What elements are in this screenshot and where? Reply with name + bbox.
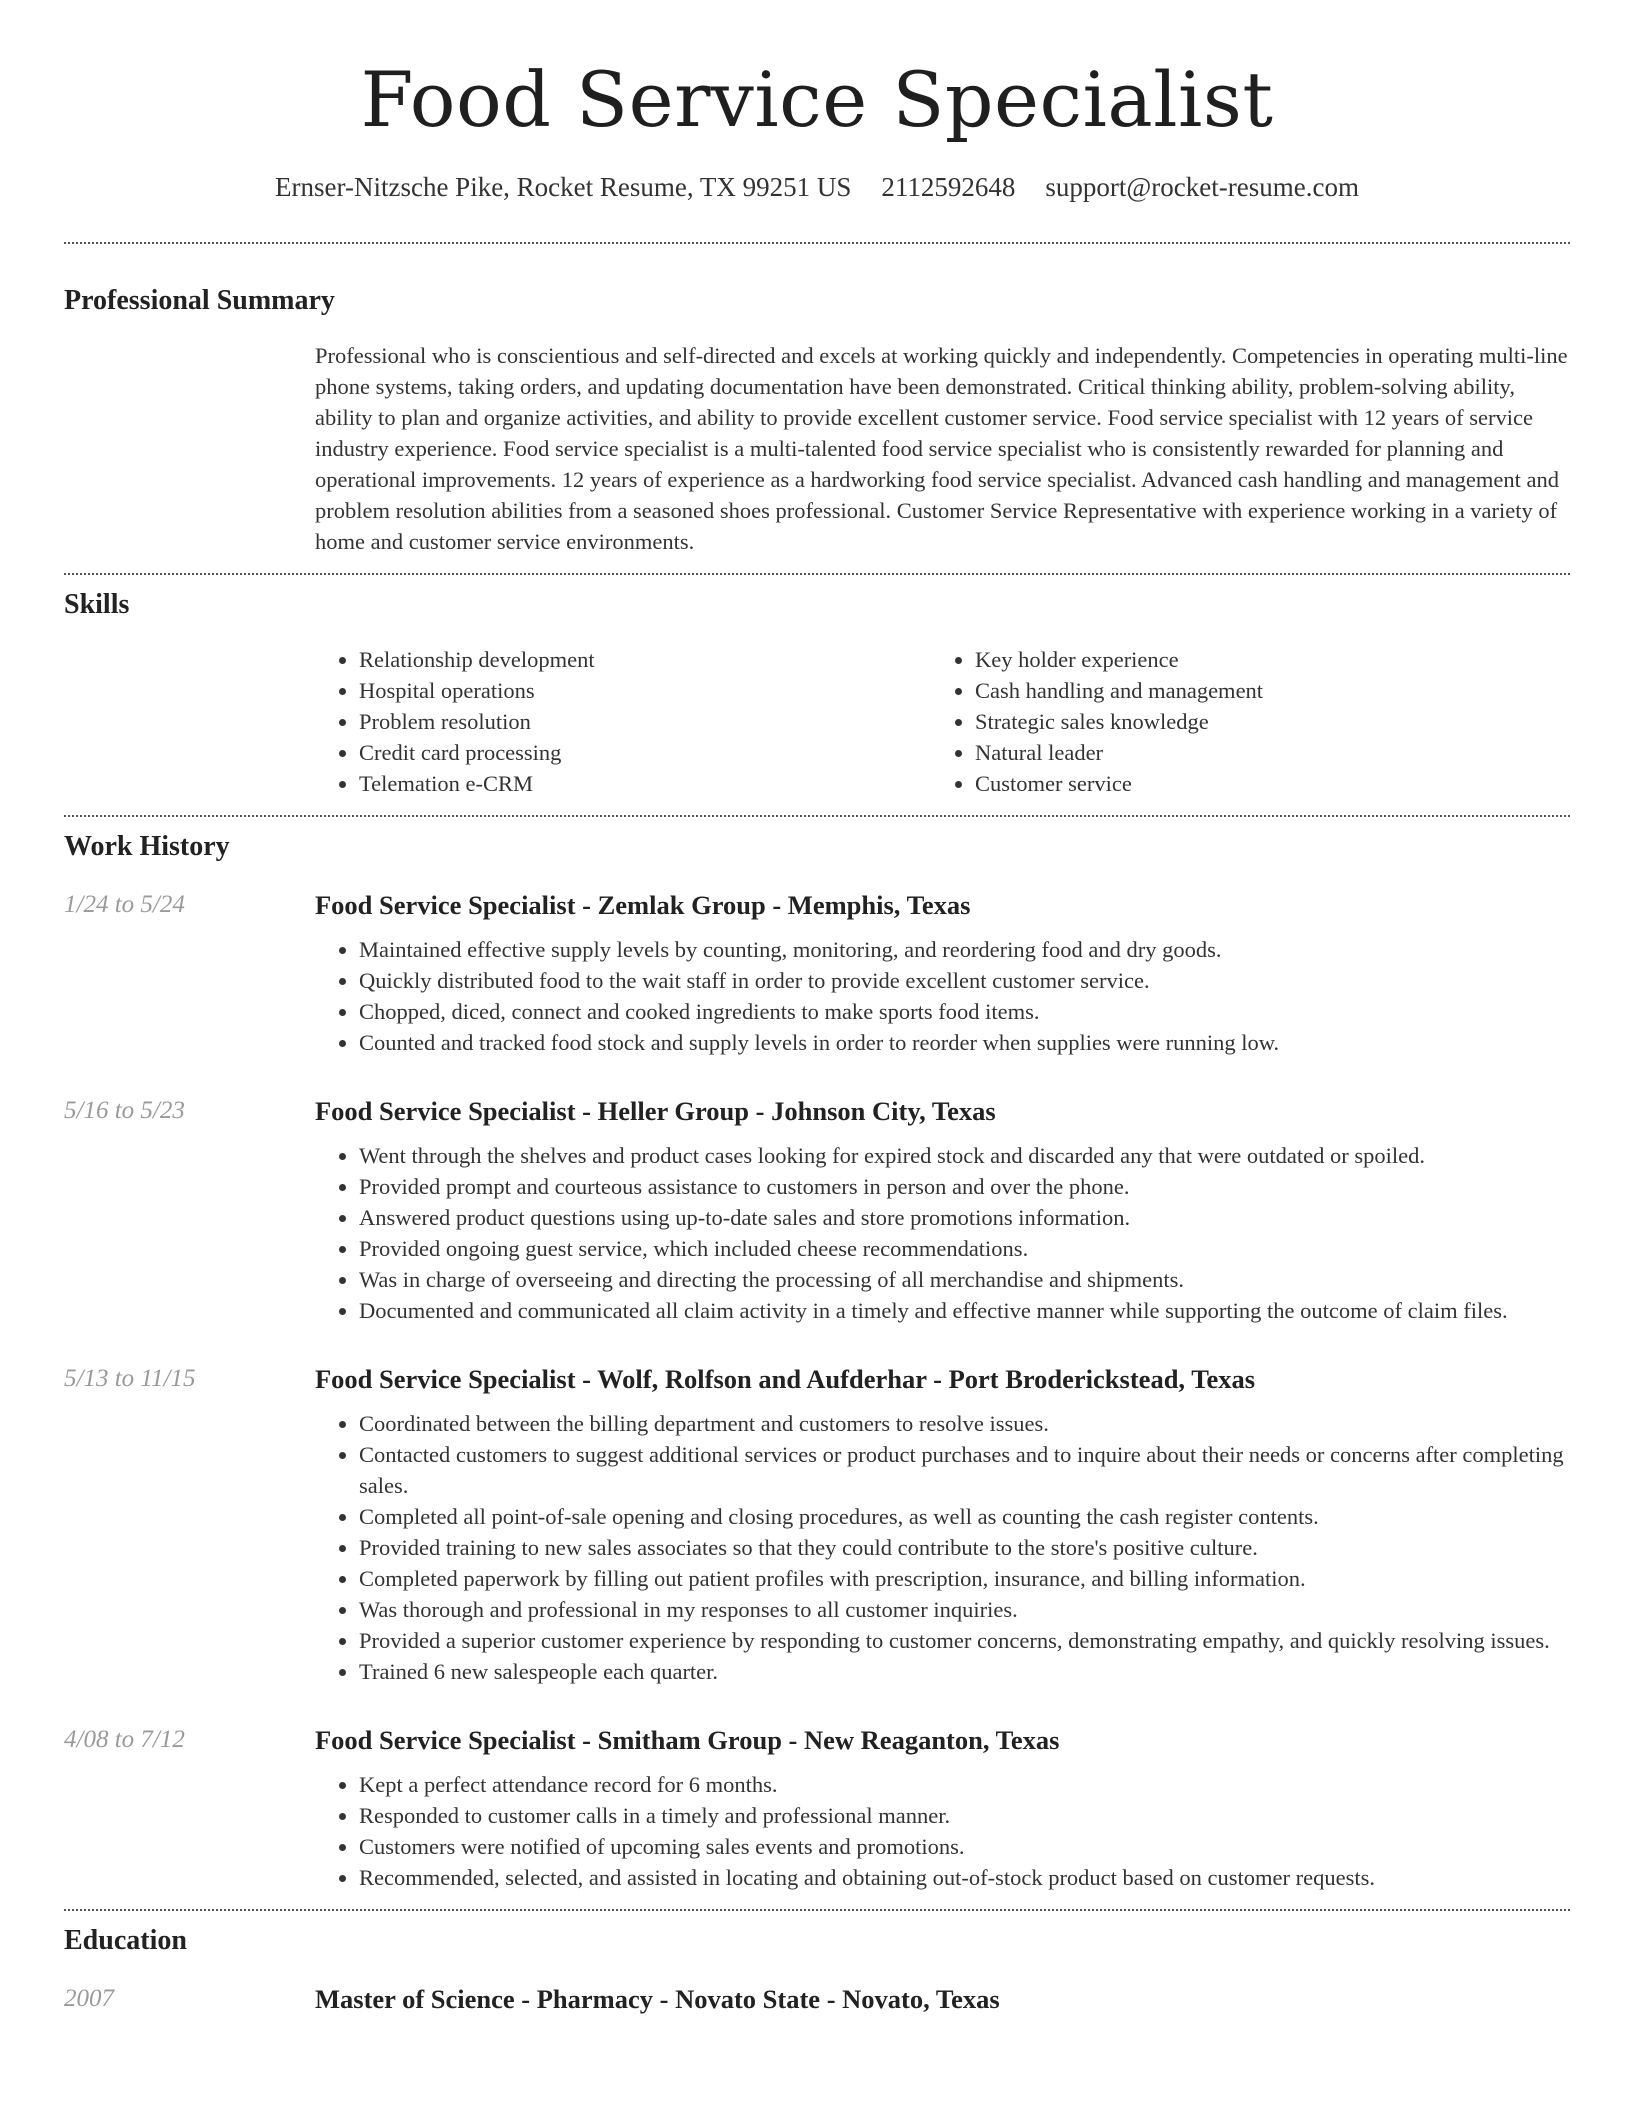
- job-bullet: • Coordinated between the billing department and customers to resolve issues.: [359, 1408, 1570, 1439]
- job-date: 5/13 to 11/15: [64, 1365, 196, 1392]
- skill-item: • Telemation e-CRM: [359, 768, 931, 799]
- job-bullet: • Recommended, selected, and assisted in locating and obtaining out-of-stock product based on customer requests.: [359, 1862, 1570, 1893]
- job-bullet: • Customers were notified of upcoming sales events and promotions.: [359, 1831, 1570, 1862]
- education-section: [64, 1924, 1570, 2016]
- job-date: 4/08 to 7/12: [64, 1726, 185, 1753]
- job-bullet: • Quickly distributed food to the wait staff in order to provide excellent customer service.: [359, 965, 1570, 996]
- skill-item: • Relationship development: [359, 644, 931, 675]
- skill-item: • Problem resolution: [359, 706, 931, 737]
- job-entry: [64, 1723, 1570, 1893]
- job-bullet: • Was thorough and professional in my responses to all customer inquiries.: [359, 1594, 1570, 1625]
- job-entry: [64, 1362, 1570, 1687]
- education-entry: [64, 1982, 1570, 2016]
- education-date: 2007: [64, 1985, 114, 2012]
- job-bullet: • Responded to customer calls in a timely and professional manner.: [359, 1800, 1570, 1831]
- job-bullet: • Kept a perfect attendance record for 6 months.: [359, 1769, 1570, 1800]
- job-bullet: • Completed all point-of-sale opening and closing procedures, as well as counting the cash register contents.: [359, 1501, 1570, 1532]
- skill-item: • Natural leader: [975, 737, 1547, 768]
- job-bullet: • Trained 6 new salespeople each quarter.: [359, 1656, 1570, 1687]
- skill-item: • Cash handling and management: [975, 675, 1547, 706]
- job-bullet: • Completed paperwork by filling out patient profiles with prescription, insurance, and billing information.: [359, 1563, 1570, 1594]
- job-entry: [64, 888, 1570, 1058]
- contact-line: [64, 170, 1570, 204]
- job-bullet: • Provided prompt and courteous assistance to customers in person and over the phone.: [359, 1171, 1570, 1202]
- job-bullets: [315, 1408, 1570, 1687]
- job-heading: Food Service Specialist - Wolf, Rolfson and Aufderhar - Port Broderickstead, Texas: [315, 1364, 1256, 1394]
- resume-header: [64, 0, 1570, 204]
- job-bullet: • Provided a superior customer experience by responding to customer concerns, demonstrating empathy, and quickly resolving issues.: [359, 1625, 1570, 1656]
- divider: [64, 815, 1570, 817]
- education-heading: Master of Science - Pharmacy - Novato State - Novato, Texas: [315, 1984, 1000, 2014]
- skills-list: [315, 644, 1570, 799]
- candidate-name: Food Service Specialist: [360, 55, 1274, 144]
- job-bullets: [315, 934, 1570, 1058]
- divider: [64, 242, 1570, 244]
- resume-page: [64, 0, 1570, 2016]
- job-bullets: [315, 1140, 1570, 1326]
- job-bullet: • Provided training to new sales associates so that they could contribute to the store's positive culture.: [359, 1532, 1570, 1563]
- job-date: 1/24 to 5/24: [64, 891, 185, 918]
- job-bullet: • Chopped, diced, connect and cooked ingredients to make sports food items.: [359, 996, 1570, 1027]
- contact-email: support@rocket-resume.com: [1045, 172, 1359, 202]
- divider: [64, 1909, 1570, 1911]
- job-heading: Food Service Specialist - Heller Group - Johnson City, Texas: [315, 1096, 996, 1126]
- section-title-work: Work History: [64, 831, 230, 862]
- skills-section: [64, 588, 1570, 799]
- section-title-summary: Professional Summary: [64, 285, 335, 316]
- job-bullets: [315, 1769, 1570, 1893]
- summary-section: [64, 284, 1570, 557]
- skill-item: • Key holder experience: [975, 644, 1547, 675]
- contact-phone: 2112592648: [881, 172, 1016, 202]
- job-bullet: • Went through the shelves and product cases looking for expired stock and discarded any that were outdated or spoiled.: [359, 1140, 1570, 1171]
- job-heading: Food Service Specialist - Zemlak Group - Memphis, Texas: [315, 890, 971, 920]
- skill-item: • Strategic sales knowledge: [975, 706, 1547, 737]
- job-bullet: • Provided ongoing guest service, which included cheese recommendations.: [359, 1233, 1570, 1264]
- section-title-skills: Skills: [64, 589, 130, 620]
- job-bullet: • Counted and tracked food stock and supply levels in order to reorder when supplies were running low.: [359, 1027, 1570, 1058]
- job-bullet: • Answered product questions using up-to-date sales and store promotions information.: [359, 1202, 1570, 1233]
- skills-column-right: [931, 644, 1547, 799]
- summary-text: Professional who is conscientious and self-directed and excels at working quickly and independently. Competencies in operating multi-line phone systems, taking orders, and updating documentation have been demonstrated. Critical thinking ability, problem-solving ability, ability to plan and organize activities, and ability to provide excellent customer service. Food service specialist with 12 years of service industry experience. Food service specialist is a multi-talented food service specialist who is consistently rewarded for planning and operational improvements. 12 years of experience as a hardworking food service specialist. Advanced cash handling and management and problem resolution abilities from a seasoned shoes professional. Customer Service Representative with experience working in a variety of home and customer service environments.: [315, 343, 1568, 554]
- job-bullet: • Maintained effective supply levels by counting, monitoring, and reordering food and dry goods.: [359, 934, 1570, 965]
- skill-item: • Credit card processing: [359, 737, 931, 768]
- work-section: [64, 830, 1570, 1893]
- skill-item: • Customer service: [975, 768, 1547, 799]
- skill-item: • Hospital operations: [359, 675, 931, 706]
- skills-column-left: [315, 644, 931, 799]
- job-bullet: • Contacted customers to suggest additional services or product purchases and to inquire about their needs or concerns after completing sales.: [359, 1439, 1570, 1501]
- job-entry: [64, 1094, 1570, 1326]
- section-title-education: Education: [64, 1925, 187, 1956]
- job-heading: Food Service Specialist - Smitham Group - New Reaganton, Texas: [315, 1725, 1060, 1755]
- divider: [64, 573, 1570, 575]
- contact-address: Ernser-Nitzsche Pike, Rocket Resume, TX 99251 US: [275, 172, 852, 202]
- job-bullet: • Documented and communicated all claim activity in a timely and effective manner while supporting the outcome of claim files.: [359, 1295, 1570, 1326]
- job-date: 5/16 to 5/23: [64, 1097, 185, 1124]
- job-bullet: • Was in charge of overseeing and directing the processing of all merchandise and shipments.: [359, 1264, 1570, 1295]
